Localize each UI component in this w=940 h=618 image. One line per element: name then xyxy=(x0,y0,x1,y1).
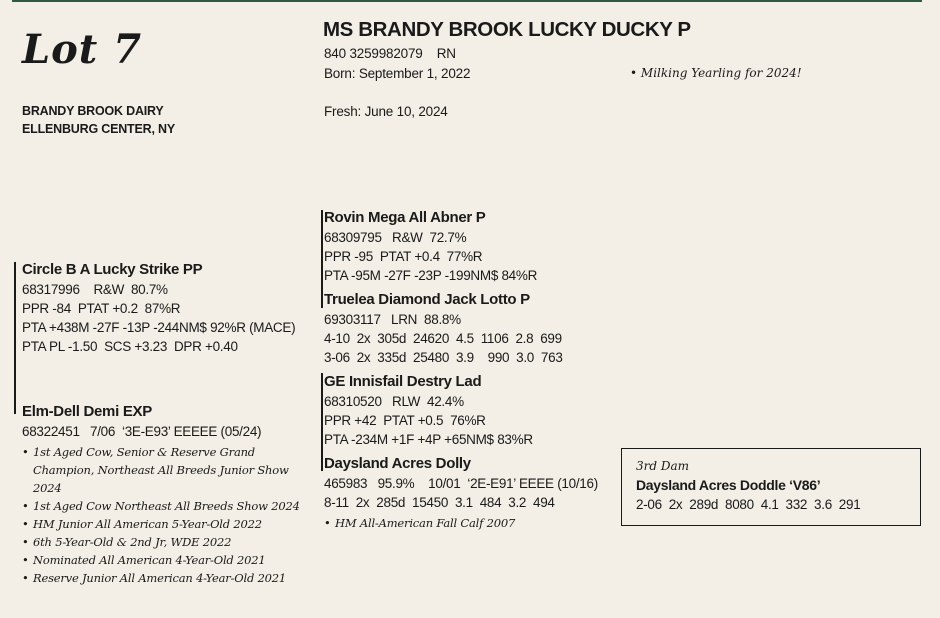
achievement-item: • HM Junior All American 5-Year-Old 2022 xyxy=(22,515,317,533)
sire-sire-line: PPR -95 PTAT +0.4 77%R xyxy=(324,249,483,264)
consignor-name: BRANDY BROOK DAIRY xyxy=(22,104,164,118)
dam-name: Elm-Dell Demi EXP xyxy=(22,403,152,420)
achievement-item: • 1st Aged Cow, Senior & Reserve Grand Champion, Northeast All Breeds Junior Show 2024 xyxy=(22,443,317,497)
subject-fresh: Fresh: June 10, 2024 xyxy=(324,104,448,119)
subject-registration: 840 3259982079 RN xyxy=(324,46,456,61)
subject-info xyxy=(324,44,470,84)
sire-dam-line: 4-10 2x 305d 24620 4.5 1106 2.8 699 xyxy=(324,331,562,346)
dam-sire-line: PTA -234M +1F +4P +65NM$ 83%R xyxy=(324,432,533,447)
sire-connector xyxy=(14,262,16,414)
dam-dam-block xyxy=(324,453,598,532)
dam-sire-block xyxy=(324,371,533,449)
subject-note: • Milking Yearling for 2024! xyxy=(630,66,802,80)
lot-number: Lot 7 xyxy=(22,26,143,73)
sire-name: Circle B A Lucky Strike PP xyxy=(22,261,203,278)
dam-dam-achievements xyxy=(324,514,598,532)
sire-dam-name: Truelea Diamond Jack Lotto P xyxy=(324,291,530,308)
sire-sire-block xyxy=(324,207,537,285)
sire-sire-connector xyxy=(321,210,323,308)
consignor xyxy=(22,102,175,138)
achievement-item: • HM All-American Fall Calf 2007 xyxy=(324,514,598,532)
sire-sire-name: Rovin Mega All Abner P xyxy=(324,209,486,226)
dam-dam-line: 8-11 2x 285d 15450 3.1 484 3.2 494 xyxy=(324,495,555,510)
sire-line: PTA +438M -27F -13P -244NM$ 92%R (MACE) xyxy=(22,320,296,335)
dam-block xyxy=(22,401,317,587)
sire-sire-line: 68309795 R&W 72.7% xyxy=(324,230,467,245)
dam-dam-name: Daysland Acres Dolly xyxy=(324,455,471,472)
sire-line: PPR -84 PTAT +0.2 87%R xyxy=(22,301,181,316)
third-dam-box xyxy=(621,448,921,526)
third-dam-record: 2-06 2x 289d 8080 4.1 332 3.6 291 xyxy=(636,497,861,512)
dam-line: 68322451 7/06 ‘3E-E93’ EEEEE (05/24) xyxy=(22,424,262,439)
sire-sire-line: PTA -95M -27F -23P -199NM$ 84%R xyxy=(324,268,538,283)
achievement-item: • 1st Aged Cow Northeast All Breeds Show 2024 xyxy=(22,497,317,515)
achievement-item: • Nominated All American 4-Year-Old 2021 xyxy=(22,551,317,569)
sire-dam-line: 69303117 LRN 88.8% xyxy=(324,312,461,327)
third-dam-label: 3rd Dam xyxy=(636,459,690,473)
dam-dam-line: 465983 95.9% 10/01 ‘2E-E91’ EEEE (10/16) xyxy=(324,476,598,491)
sire-dam-line: 3-06 2x 335d 25480 3.9 990 3.0 763 xyxy=(324,350,563,365)
dam-sire-line: 68310520 RLW 42.4% xyxy=(324,394,464,409)
subject-born: Born: September 1, 2022 xyxy=(324,66,471,81)
sire-dam-block xyxy=(324,289,563,367)
achievement-item: • 6th 5-Year-Old & 2nd Jr, WDE 2022 xyxy=(22,533,317,551)
sire-block xyxy=(22,259,295,356)
third-dam-name: Daysland Acres Doddle ‘V86’ xyxy=(636,477,821,493)
sire-line: 68317996 R&W 80.7% xyxy=(22,282,168,297)
dam-achievements xyxy=(22,443,317,587)
dam-sire-line: PPR +42 PTAT +0.5 76%R xyxy=(324,413,486,428)
achievement-item: • Reserve Junior All American 4-Year-Old 2021 xyxy=(22,569,317,587)
consignor-location: ELLENBURG CENTER, NY xyxy=(22,122,175,136)
sire-line: PTA PL -1.50 SCS +3.23 DPR +0.40 xyxy=(22,339,238,354)
subject-name: MS BRANDY BROOK LUCKY DUCKY P xyxy=(323,18,691,41)
top-rule xyxy=(12,0,922,2)
dam-sire-connector xyxy=(321,373,323,471)
dam-sire-name: GE Innisfail Destry Lad xyxy=(324,373,482,390)
subject-note-text: Milking Yearling for 2024! xyxy=(640,66,802,80)
